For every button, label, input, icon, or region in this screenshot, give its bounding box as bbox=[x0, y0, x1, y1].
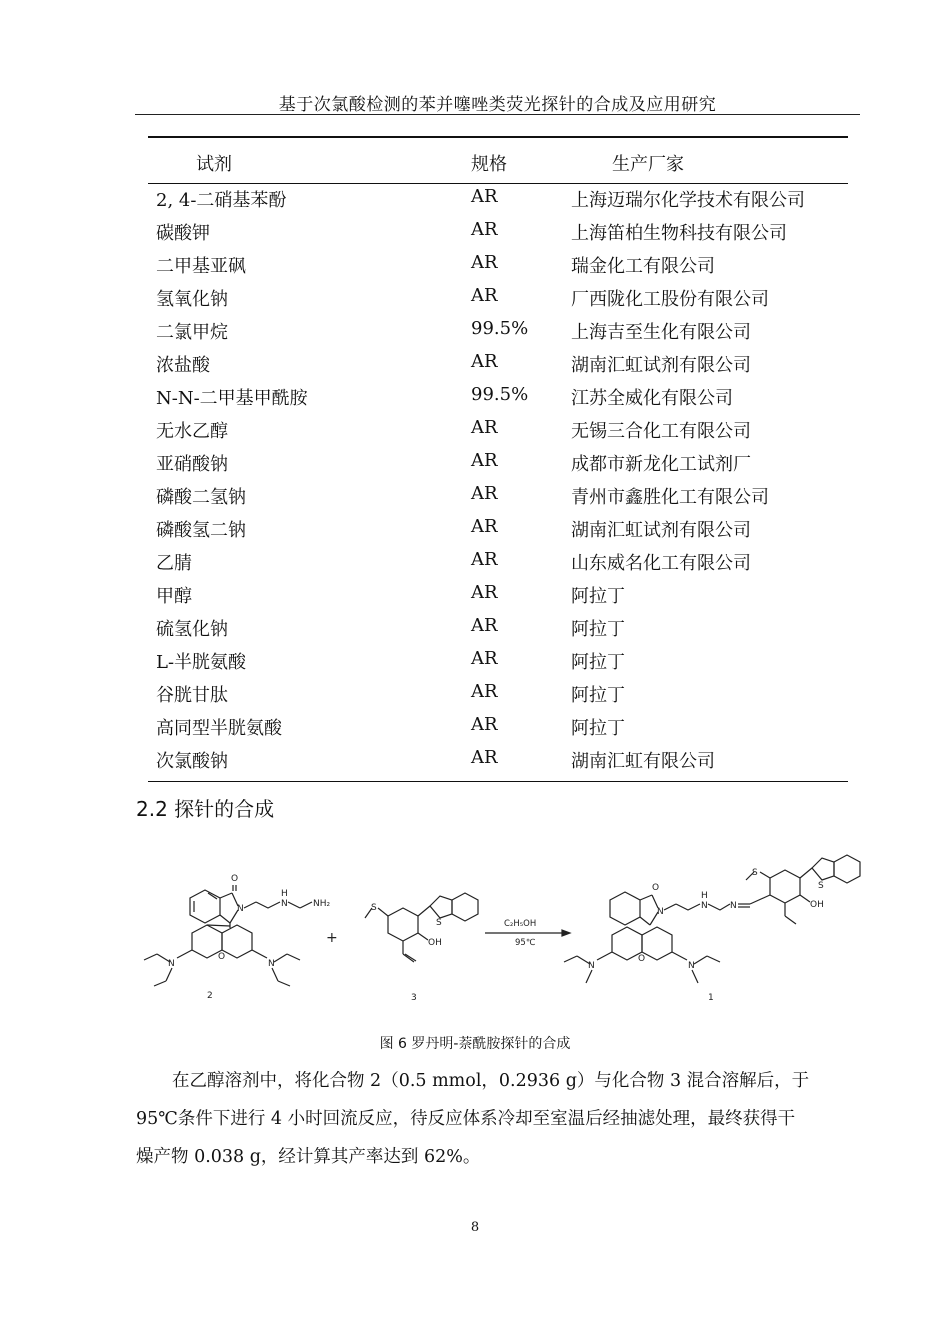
cell-reagent: 碳酸钾 bbox=[156, 223, 210, 244]
cell-manufacturer: 上海迈瑞尔化学技术有限公司 bbox=[571, 190, 805, 211]
atom-nh2: NH₂ bbox=[313, 899, 331, 909]
atom-o-ring-product: O bbox=[638, 954, 646, 964]
cell-grade: AR bbox=[471, 351, 498, 372]
cell-reagent: 二甲基亚砜 bbox=[156, 256, 246, 277]
cell-manufacturer: 湖南汇虹试剂有限公司 bbox=[571, 520, 751, 541]
col-header-grade: 规格 bbox=[471, 154, 507, 175]
table-row bbox=[0, 450, 950, 483]
cell-reagent: L-半胱氨酸 bbox=[156, 652, 247, 673]
compound-label-3: 3 bbox=[411, 993, 417, 1003]
figure-caption: 图 6 罗丹明-萘酰胺探针的合成 bbox=[379, 1036, 571, 1052]
cell-grade: 99.5% bbox=[471, 318, 529, 339]
table-row bbox=[0, 681, 950, 714]
atom-n-right-product: N bbox=[688, 961, 695, 971]
running-header: 基于次氯酸检测的苯并噻唑类荧光探针的合成及应用研究 bbox=[278, 95, 717, 115]
synthesis-scheme bbox=[130, 838, 865, 1018]
atom-n-imine: N bbox=[730, 901, 737, 911]
plus-sign: + bbox=[326, 930, 338, 946]
cell-manufacturer: 厂西陇化工股份有限公司 bbox=[571, 289, 769, 310]
atom-n: N bbox=[237, 904, 244, 914]
atom-nh-product: N bbox=[701, 901, 708, 911]
cell-reagent: N-N-二甲基甲酰胺 bbox=[156, 388, 308, 409]
table-row bbox=[0, 516, 950, 549]
cell-manufacturer: 阿拉丁 bbox=[571, 718, 625, 739]
cell-manufacturer: 阿拉丁 bbox=[571, 619, 625, 640]
cell-grade: AR bbox=[471, 681, 498, 702]
table-row bbox=[0, 318, 950, 351]
table-row bbox=[0, 483, 950, 516]
atom-o-ring: O bbox=[218, 952, 226, 962]
atom-h: H bbox=[281, 889, 288, 899]
page-number: 8 bbox=[470, 1220, 480, 1235]
cell-reagent: 氢氧化钠 bbox=[156, 289, 228, 310]
cell-grade: AR bbox=[471, 186, 498, 207]
table-row bbox=[0, 219, 950, 252]
cell-manufacturer: 成都市新龙化工试剂厂 bbox=[571, 454, 751, 475]
table-row bbox=[0, 384, 950, 417]
table-row bbox=[0, 351, 950, 384]
cell-grade: 99.5% bbox=[471, 384, 529, 405]
atom-oh-product: OH bbox=[810, 900, 824, 910]
cell-grade: AR bbox=[471, 219, 498, 240]
table-row bbox=[0, 549, 950, 582]
cell-grade: AR bbox=[471, 648, 498, 669]
cell-grade: AR bbox=[471, 714, 498, 735]
cell-reagent: 亚硝酸钠 bbox=[156, 454, 228, 475]
cell-grade: AR bbox=[471, 747, 498, 768]
paragraph-line-3: 燥产物 0.038 g，经计算其产率达到 62%。 bbox=[136, 1147, 481, 1167]
table-row bbox=[0, 252, 950, 285]
cell-manufacturer: 阿拉丁 bbox=[571, 685, 625, 706]
atom-h-product: H bbox=[701, 891, 708, 901]
col-header-manufacturer: 生产厂家 bbox=[612, 154, 684, 175]
condition-label: 95℃ bbox=[515, 938, 536, 948]
cell-reagent: 无水乙醇 bbox=[156, 421, 228, 442]
cell-manufacturer: 阿拉丁 bbox=[571, 586, 625, 607]
atom-n-left: N bbox=[168, 959, 175, 969]
atom-n-product: N bbox=[657, 907, 664, 917]
col-header-reagent: 试剂 bbox=[196, 154, 232, 175]
cell-manufacturer: 青州市鑫胜化工有限公司 bbox=[571, 487, 769, 508]
atom-n-left-product: N bbox=[588, 961, 595, 971]
header-rule bbox=[135, 114, 860, 115]
table-row bbox=[0, 615, 950, 648]
section-heading: 2.2 探针的合成 bbox=[136, 797, 275, 821]
cell-grade: AR bbox=[471, 483, 498, 504]
cell-manufacturer: 无锡三合化工有限公司 bbox=[571, 421, 751, 442]
table-row bbox=[0, 186, 950, 219]
cell-reagent: 谷胱甘肽 bbox=[156, 685, 228, 706]
table-bottom-rule bbox=[148, 781, 848, 782]
atom-n-right: N bbox=[268, 959, 275, 969]
cell-reagent: 甲醇 bbox=[156, 586, 192, 607]
cell-grade: AR bbox=[471, 285, 498, 306]
atom-s-methylthio-product: S bbox=[752, 868, 758, 878]
table-row bbox=[0, 285, 950, 318]
table-row bbox=[0, 648, 950, 681]
cell-grade: AR bbox=[471, 252, 498, 273]
cell-grade: AR bbox=[471, 615, 498, 636]
body-paragraph bbox=[136, 1062, 858, 1176]
cell-reagent: 次氯酸钠 bbox=[156, 751, 228, 772]
atom-s-thiazole-product: S bbox=[818, 881, 824, 891]
table-row bbox=[0, 582, 950, 615]
cell-reagent: 高同型半胱氨酸 bbox=[156, 718, 282, 739]
cell-manufacturer: 上海吉至生化有限公司 bbox=[571, 322, 751, 343]
compound-label-1: 1 bbox=[708, 993, 714, 1003]
cell-reagent: 浓盐酸 bbox=[156, 355, 210, 376]
cell-grade: AR bbox=[471, 582, 498, 603]
paragraph-line-1: 在乙醇溶剂中，将化合物 2（0.5 mmol，0.2936 g）与化合物 3 混合溶解后，于 bbox=[172, 1071, 810, 1091]
cell-reagent: 二氯甲烷 bbox=[156, 322, 228, 343]
table-row bbox=[0, 714, 950, 747]
cell-grade: AR bbox=[471, 516, 498, 537]
cell-manufacturer: 瑞金化工有限公司 bbox=[571, 256, 715, 277]
atom-o: O bbox=[231, 874, 239, 884]
compound-1-structure bbox=[564, 855, 860, 983]
paragraph-line-2: 95℃条件下进行 4 小时回流反应，待反应体系冷却至室温后经抽滤处理，最终获得干 bbox=[136, 1109, 796, 1129]
table-top-rule bbox=[148, 136, 848, 138]
cell-grade: AR bbox=[471, 417, 498, 438]
table-row bbox=[0, 417, 950, 450]
reagent-label: C₂H₅OH bbox=[504, 919, 537, 929]
cell-manufacturer: 湖南汇虹试剂有限公司 bbox=[571, 355, 751, 376]
cell-reagent: 磷酸氢二钠 bbox=[156, 520, 246, 541]
atom-o-product: O bbox=[652, 883, 660, 893]
cell-manufacturer: 江苏全威化有限公司 bbox=[571, 388, 733, 409]
compound-label-2: 2 bbox=[207, 991, 213, 1001]
cell-manufacturer: 上海笛柏生物科技有限公司 bbox=[571, 223, 787, 244]
cell-grade: AR bbox=[471, 450, 498, 471]
cell-grade: AR bbox=[471, 549, 498, 570]
compound-3-structure bbox=[365, 893, 478, 962]
atom-s-thiazole: S bbox=[436, 918, 442, 928]
cell-reagent: 硫氢化钠 bbox=[156, 619, 228, 640]
cell-reagent: 乙腈 bbox=[156, 553, 192, 574]
cell-reagent: 磷酸二氢钠 bbox=[156, 487, 246, 508]
atom-s-methylthio: S bbox=[371, 903, 377, 913]
cell-reagent: 2, 4-二硝基苯酚 bbox=[156, 190, 287, 211]
cell-manufacturer: 山东威名化工有限公司 bbox=[571, 553, 751, 574]
atom-oh: OH bbox=[428, 938, 442, 948]
cell-manufacturer: 湖南汇虹有限公司 bbox=[571, 751, 715, 772]
cell-manufacturer: 阿拉丁 bbox=[571, 652, 625, 673]
table-row bbox=[0, 747, 950, 780]
atom-nh: N bbox=[281, 899, 288, 909]
table-header-rule bbox=[148, 183, 848, 184]
